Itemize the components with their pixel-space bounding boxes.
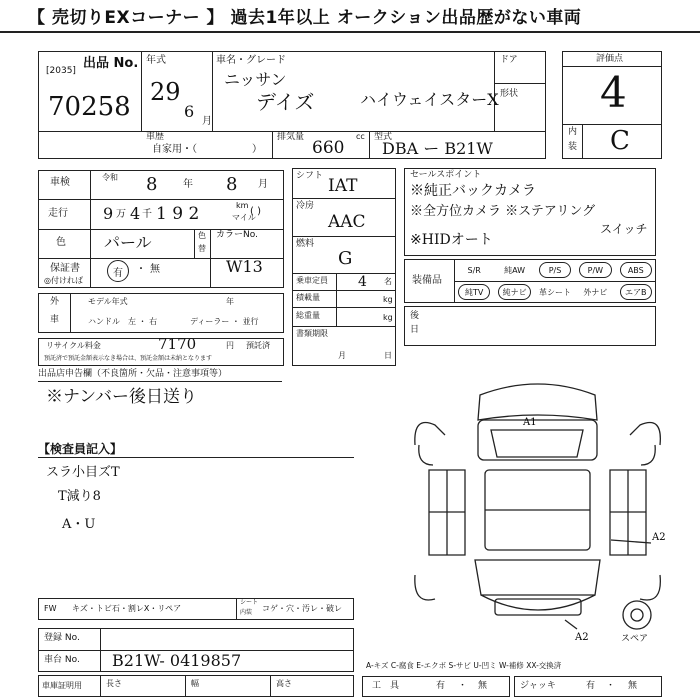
- warranty-dot: ・: [136, 264, 146, 275]
- interior-label-1: 内: [568, 127, 578, 137]
- fw-items: キズ・トビ石・割レX・リペア: [72, 604, 182, 613]
- load-unit: kg: [383, 295, 393, 304]
- color-no-value: W13: [226, 257, 263, 276]
- model-code-label: 型式: [374, 132, 393, 142]
- usage-label: 車歴: [146, 132, 165, 142]
- car-damage-diagram: [405, 375, 670, 645]
- inspection-unit2: 月: [258, 179, 268, 190]
- fuel-value: G: [338, 248, 353, 269]
- year-month: 6: [184, 102, 195, 121]
- jack-no: 無: [628, 681, 638, 691]
- ac-label: 冷房: [296, 201, 315, 211]
- load-label: 積載量: [296, 293, 320, 302]
- import-dealer: ディーラー ・ 並行: [190, 317, 259, 326]
- later-box: [404, 306, 656, 346]
- tools-label: 工 具: [372, 681, 400, 691]
- shape-label: 形状: [500, 89, 519, 99]
- equipment-item: エアB: [620, 284, 652, 300]
- sales-points-label: セールスポイント: [410, 170, 482, 180]
- capacity-unit: 名: [384, 277, 392, 286]
- doc-period-unit2: 日: [384, 351, 392, 360]
- equipment-item: 外ナビ: [583, 287, 608, 297]
- displacement-unit: cc: [356, 132, 365, 141]
- car-grade: ハイウェイスターX: [360, 90, 499, 109]
- fuel-label: 燃料: [296, 239, 315, 249]
- inspector-line-2: T減り8: [58, 489, 101, 504]
- weight-label: 総重量: [296, 311, 320, 320]
- recycle-label: リサイクル料金: [46, 341, 101, 350]
- recycle-deposit: 預託済: [246, 341, 270, 350]
- import-year-unit: 年: [226, 297, 234, 306]
- import-label-1: 外: [50, 297, 60, 307]
- color-label: 色: [56, 237, 66, 248]
- displacement-value: 660: [312, 138, 345, 158]
- recycle-unit: 円: [226, 341, 234, 350]
- chassis-value: B21W- 0419857: [112, 651, 242, 670]
- fw-seat-label-1: シート: [240, 599, 259, 606]
- mileage-sen: 4: [130, 204, 141, 223]
- fw-label: FW: [44, 604, 57, 613]
- cert-width: 幅: [191, 679, 199, 688]
- color-sub1: 色: [198, 231, 206, 240]
- sales-point-4: ※HIDオート: [410, 232, 493, 248]
- notes-label: 出品店申告欄（不良箇所・欠品・注意事項等）: [38, 369, 228, 379]
- door-label: ドア: [500, 55, 518, 65]
- interior-value: C: [610, 126, 630, 156]
- recycle-note: 預託済で預託金額表示なき場合は、預託金額は未納となります: [44, 355, 213, 362]
- usage-close: ）: [252, 144, 262, 155]
- equipment-label: 装備品: [412, 275, 442, 286]
- mileage-man-unit: 万: [116, 209, 126, 220]
- warranty-no: 無: [150, 264, 160, 275]
- year-label: 年式: [146, 55, 166, 66]
- sales-point-2: ※全方位カメラ ※ステアリング: [410, 204, 596, 219]
- shift-label: シフト: [296, 171, 324, 181]
- equipment-item: S/R: [467, 265, 481, 275]
- legend: A-キズ C-腐食 E-エクボ S-サビ U-凹ミ W-補修 XX-交換済: [366, 661, 562, 670]
- score-label: 評価点: [596, 54, 624, 64]
- sales-point-1: ※純正バックカメラ: [410, 183, 536, 199]
- mileage-paren: ( ): [250, 206, 261, 217]
- year-value: 29: [150, 78, 181, 106]
- inspection-sub: 令和: [102, 173, 118, 182]
- inspection-value: 8: [146, 174, 158, 195]
- doc-period-unit: 月: [338, 351, 346, 360]
- interior-label-2: 装: [568, 142, 578, 152]
- capacity-value: 4: [358, 274, 367, 290]
- mileage-rest: 1 9 2: [156, 204, 200, 224]
- car-maker: ニッサン: [224, 70, 287, 89]
- ac-value: AAC: [328, 212, 366, 232]
- mileage-unit-km: km: [236, 201, 249, 210]
- weight-unit: kg: [383, 313, 393, 322]
- jack-label: ジャッキ: [520, 681, 556, 691]
- equipment-item: 純AW: [504, 265, 526, 275]
- mileage-label: 走行: [48, 208, 68, 219]
- equipment-item: P/W: [579, 262, 611, 278]
- capacity-label: 乗車定員: [296, 276, 328, 285]
- chassis-label: 車台 No.: [44, 655, 80, 665]
- cert-height: 高さ: [276, 679, 292, 688]
- import-label-2: 車: [50, 315, 60, 325]
- warranty-label: 保証書: [50, 263, 80, 274]
- later-label-1: 後: [410, 311, 420, 321]
- model-code-value: DBA ー B21W: [382, 139, 493, 158]
- color-sub2: 替: [198, 244, 206, 253]
- score-value: 4: [600, 68, 627, 117]
- mileage-sen-unit: 千: [142, 209, 152, 220]
- cert-length: 長さ: [106, 679, 122, 688]
- warranty-yes-circle: 有: [107, 260, 129, 282]
- inspection-value2: 8: [226, 174, 238, 195]
- notes-value: ※ナンバー後日送り: [46, 387, 197, 407]
- car-label: 車名・グレード: [216, 55, 286, 66]
- inspector-label: 【検査員記入】: [38, 442, 123, 456]
- usage-value: 自家用・（: [152, 144, 197, 155]
- mileage-unit-mile: マイル: [232, 213, 256, 222]
- lot-prefix: [2035]: [46, 66, 76, 76]
- later-label-2: 日: [410, 325, 420, 335]
- equipment-item: P/S: [539, 262, 571, 278]
- header-title: 【 売切りEXコーナー 】 過去1年以上 オークション出品歴がない車両: [0, 0, 700, 33]
- year-month-unit: 月: [202, 116, 212, 127]
- sales-point-3: スイッチ: [600, 222, 648, 236]
- import-box: [38, 293, 284, 333]
- shift-value: IAT: [328, 176, 358, 196]
- import-model-year: モデル年式: [88, 297, 128, 306]
- fw-seat-items: コゲ・穴・汚レ・破レ: [262, 604, 342, 613]
- jack-yes: 有: [586, 681, 596, 691]
- diagram-mark-a2-rear: A2: [575, 632, 589, 643]
- import-handle: ハンドル 左 ・ 右: [88, 317, 158, 326]
- diagram-mark-a1: A1: [523, 417, 537, 428]
- inspector-line-3: A・U: [62, 517, 96, 532]
- jack-dot: ・: [606, 681, 616, 691]
- equipment-item: ABS: [620, 262, 652, 278]
- equipment-item: 革シート: [538, 287, 571, 297]
- inspection-unit1: 年: [183, 179, 193, 190]
- registration-label: 登録 No.: [44, 633, 80, 643]
- doc-period-label: 書類期限: [296, 329, 328, 338]
- car-model: デイズ: [256, 90, 315, 114]
- tools-no: 無: [478, 681, 488, 691]
- mileage-man: 9: [103, 204, 114, 223]
- inspection-label: 車検: [50, 177, 70, 188]
- warranty-sub: ◎付ければ: [44, 276, 83, 285]
- color-no-label: カラーNo.: [216, 230, 258, 240]
- diagram-mark-a2-side: A2: [652, 532, 666, 543]
- cert-label: 車庫証明用: [42, 681, 82, 690]
- equipment-item: 純ナビ: [498, 284, 530, 300]
- color-value: パール: [104, 233, 152, 252]
- displacement-label: 排気量: [277, 132, 305, 142]
- inspector-line-1: スラ小目ズT: [46, 465, 120, 480]
- lot-number: 70258: [48, 92, 131, 122]
- recycle-value: 7170: [158, 335, 197, 353]
- tools-dot: ・: [458, 681, 468, 691]
- diagram-spare-label: スペア: [621, 634, 649, 644]
- lot-label: 出品 No.: [83, 56, 139, 71]
- tools-yes: 有: [436, 681, 446, 691]
- equipment-item: 純TV: [458, 284, 490, 300]
- fw-seat-label-2: 内装: [240, 609, 253, 616]
